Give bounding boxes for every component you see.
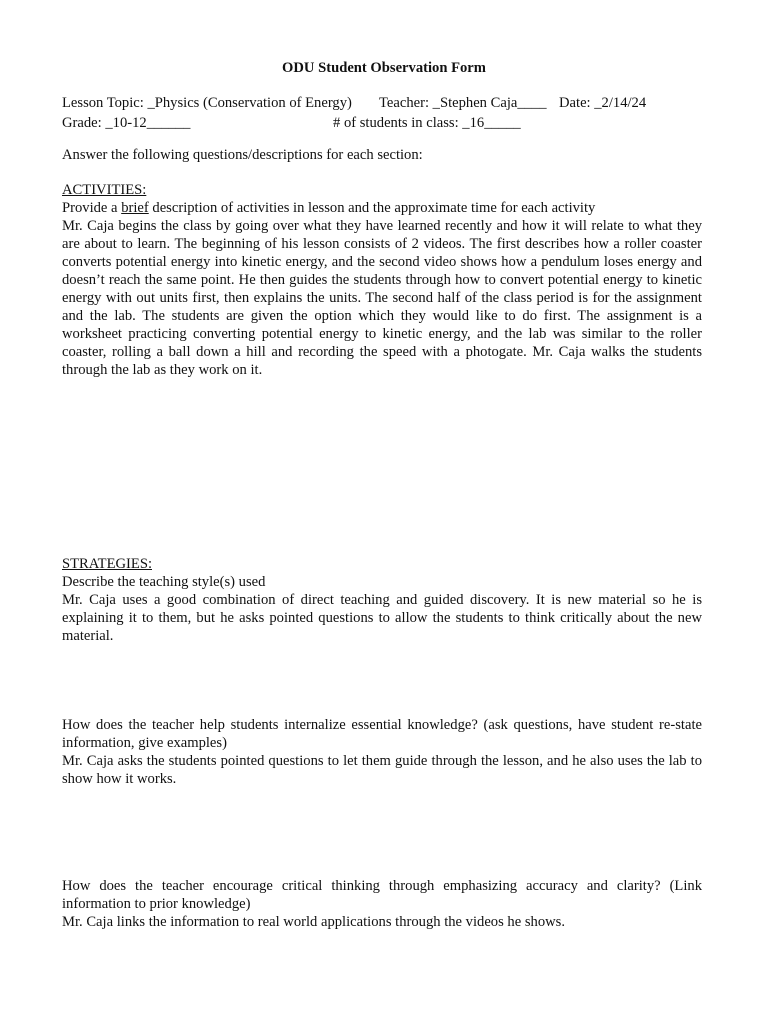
lesson-topic: Lesson Topic: _Physics (Conservation of Energy) <box>62 95 352 111</box>
strategies-prompt: Describe the teaching style(s) used <box>62 574 266 590</box>
activities-prompt-start: Provide a <box>62 200 122 216</box>
instructions: Answer the following questions/descriptions for each section: <box>62 147 423 163</box>
internalize-answer: Mr. Caja asks the students pointed questions to let them guide through the lesson, and he also uses the lab to show how it works. <box>62 753 702 787</box>
student-count: # of students in class: _16_____ <box>333 115 521 131</box>
activities-prompt-end: description of activities in lesson and the approximate time for each activity <box>148 200 596 216</box>
critical-thinking-answer: Mr. Caja links the information to real world applications through the videos he shows. <box>62 914 565 930</box>
strategies-heading: STRATEGIES: <box>62 556 152 572</box>
lesson-date: Date: _2/14/24 <box>559 95 647 111</box>
critical-thinking-question: How does the teacher encourage critical thinking through emphasizing accuracy and clarity? (Link information to prior knowledge) <box>62 878 702 912</box>
grade-level: Grade: _10-12______ <box>62 115 191 131</box>
form-title: ODU Student Observation Form <box>282 60 486 76</box>
activities-answer: Mr. Caja begins the class by going over what they have learned recently and how it will relate to what they are about to learn. The beginning of his lesson consists of 2 videos. The first describes how a roller coaster converts potential energy into kinetic energy, and the second video shows how a pendulum loses energy and doesn’t reach the same point. He then guides the students through how to convert potential energy to kinetic energy with out units first, then explains the units. The second half of the class period is for the assignment and the lab. The students are given the option which they would like to do first. The assignment is a worksheet practicing converting potential energy to kinetic energy, and the lab was similar to the roller coaster, rolling a ball down a hill and recording the speed with a photogate. Mr. Caja walks the students through the lab as they work on it. <box>62 218 702 378</box>
activities-heading: ACTIVITIES: <box>62 182 147 198</box>
activities-prompt <box>62 199 595 217</box>
internalize-question: How does the teacher help students internalize essential knowledge? (ask questions, have student re-state information, give examples) <box>62 717 702 751</box>
strategies-answer: Mr. Caja uses a good combination of direct teaching and guided discovery. It is new material so he is explaining it to them, but he asks pointed questions to allow the students to think critically about the new material. <box>62 592 702 644</box>
activities-prompt-emphasis: brief <box>121 200 149 216</box>
teacher-name: Teacher: _Stephen Caja____ <box>379 95 547 111</box>
